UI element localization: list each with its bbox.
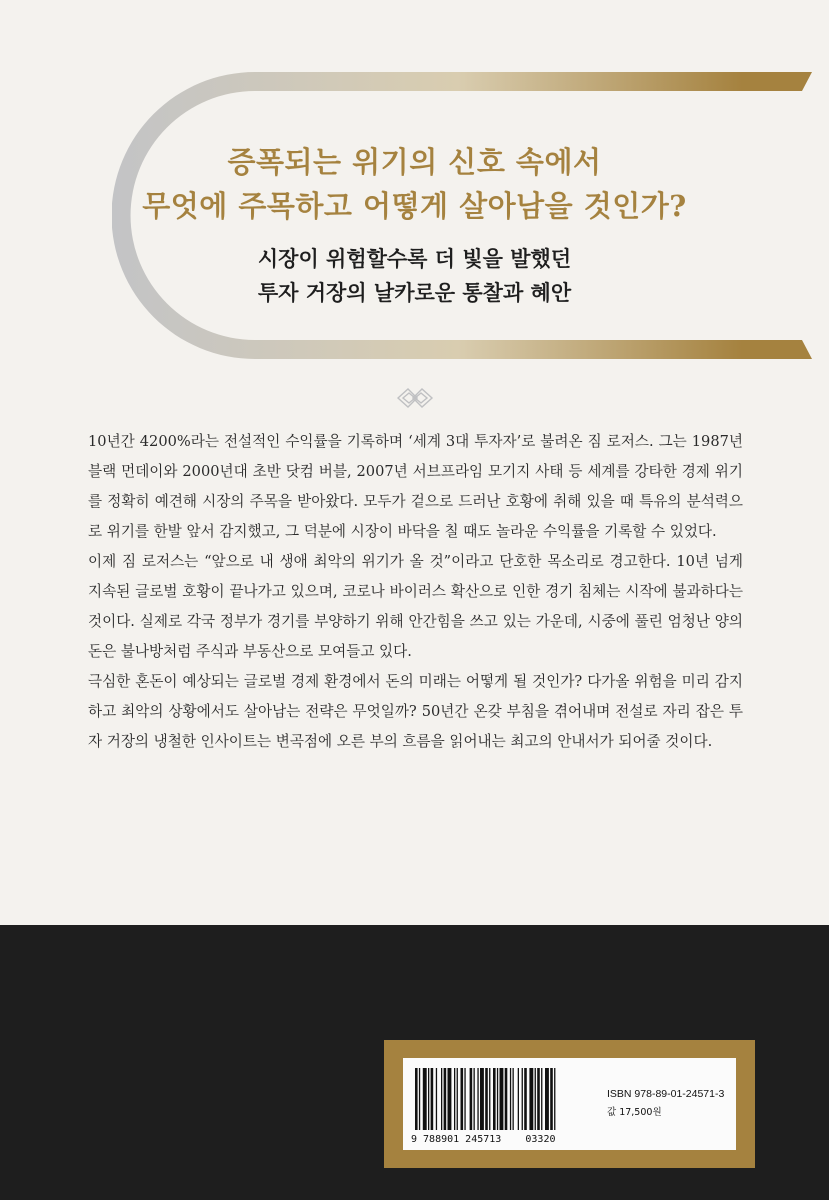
description-paragraph-3: 극심한 혼돈이 예상되는 글로벌 경제 환경에서 돈의 미래는 어떻게 될 것인가? 다가올 위험을 미리 감지하고 최악의 상황에서도 살아남는 전략은 무엇일까? 50년간 온갖 부침을 겪어내며 전설로 자리 잡은 투자 거장의 냉철한 인사이트는 변곡점에 오른 부의 흐름을 읽어내는 최고의 안내서가 되어줄 것이다. — [88, 673, 743, 750]
book-description — [88, 427, 743, 757]
barcode-bars — [413, 1068, 598, 1132]
isbn-text: ISBN 978-89-01-24571-3 — [607, 1088, 725, 1100]
barcode-label — [403, 1058, 736, 1150]
description-paragraph-1: 10년간 4200%라는 전설적인 수익률을 기록하며 ‘세계 3대 투자자’로 불려온 짐 로저스. 그는 1987년 블랙 먼데이와 2000년대 초반 닷컴 버블, 2007년 서브프라임 모기지 사태 등 세계를 강타한 경제 위기를 정확히 예견해 시장의 주목을 받아왔다. 모두가 겉으로 드러난 호황에 취해 있을 때 특유의 분석력으로 위기를 한발 앞서 감지했고, 그 덕분에 시장이 바닥을 칠 때도 놀라운 수익률을 기록할 수 있었다. — [88, 433, 743, 540]
barcode-digits: 9 788901 245713 03320 — [411, 1134, 556, 1145]
description-paragraph-2: 이제 짐 로저스는 “앞으로 내 생애 최악의 위기가 올 것”이라고 단호한 목소리로 경고한다. 10년 넘게 지속된 글로벌 호황이 끝나가고 있으며, 코로나 바이러스 확산으로 인한 경기 침체는 시작에 불과하다는 것이다. 실제로 각국 정부가 경기를 부양하기 위해 안간힘을 쓰고 있는 가운데, 시중에 풀린 엄청난 양의 돈은 불나방처럼 주식과 부동산으로 모여들고 있다. — [88, 553, 743, 660]
subheadline-line-2: 투자 거장의 날카로운 통찰과 혜안 — [257, 281, 572, 305]
barcode-box — [384, 1040, 755, 1168]
price-text: 값 17,500원 — [607, 1107, 662, 1118]
headline-line-1: 증폭되는 위기의 신호 속에서 — [227, 145, 602, 179]
headline-line-2: 무엇에 주목하고 어떻게 살아남을 것인가? — [142, 189, 687, 223]
knot-ornament-icon — [395, 385, 435, 415]
subheadline-line-1: 시장이 위험할수록 더 빛을 발했던 — [257, 247, 572, 271]
